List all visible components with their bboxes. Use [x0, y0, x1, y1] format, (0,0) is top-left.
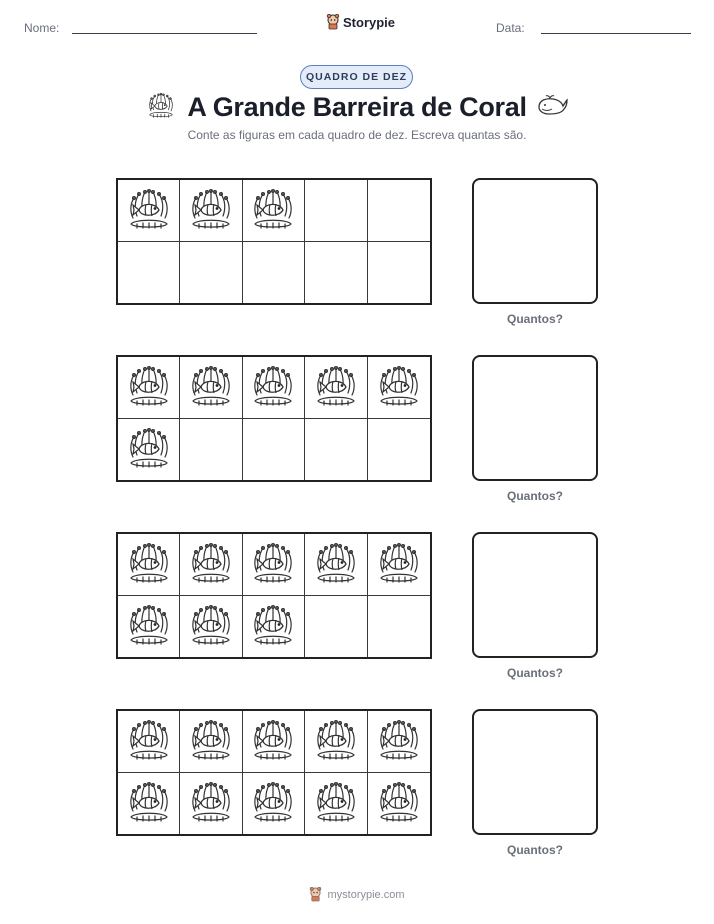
- ten-frame-cell: [243, 711, 305, 773]
- clownfish-anemone-icon: [249, 779, 297, 827]
- quantos-label-3: Quantos?: [507, 666, 563, 680]
- ten-frame-cell: [305, 419, 367, 481]
- ten-frame-cell: [368, 419, 430, 481]
- clownfish-anemone-icon: [125, 717, 173, 765]
- clownfish-anemone-icon: [375, 779, 423, 827]
- ten-frame-cell: [180, 242, 242, 304]
- clownfish-anemone-icon: [249, 186, 297, 234]
- ten-frame-cell: [243, 242, 305, 304]
- clownfish-anemone-icon: [125, 602, 173, 650]
- clownfish-anemone-icon: [187, 540, 235, 588]
- ten-frame-cell: [118, 419, 180, 481]
- ten-frame-cell: [118, 534, 180, 596]
- ten-frame-cell: [118, 773, 180, 835]
- clownfish-anemone-icon: [125, 363, 173, 411]
- ten-frame-cell: [368, 596, 430, 658]
- ten-frame-cell: [180, 711, 242, 773]
- clownfish-anemone-icon: [312, 540, 360, 588]
- ten-frame-cell: [305, 596, 367, 658]
- answer-box-3[interactable]: [472, 532, 598, 658]
- ten-frame-cell: [368, 534, 430, 596]
- clownfish-anemone-icon: [249, 602, 297, 650]
- ten-frame-3: [116, 532, 432, 659]
- clownfish-anemone-icon: [125, 779, 173, 827]
- ten-frame-cell: [305, 180, 367, 242]
- clownfish-anemone-icon: [125, 186, 173, 234]
- clownfish-anemone-icon: [312, 363, 360, 411]
- ten-frame-cell: [368, 357, 430, 419]
- date-label: Data:: [496, 21, 525, 35]
- ten-frame-cell: [118, 242, 180, 304]
- ten-frame-cell: [305, 357, 367, 419]
- ten-frame-cell: [368, 242, 430, 304]
- ten-frame-cell: [368, 711, 430, 773]
- ten-frame-1: [116, 178, 432, 305]
- ten-frame-cell: [118, 711, 180, 773]
- ten-frame-cell: [243, 180, 305, 242]
- storypie-mascot-icon: [326, 14, 340, 30]
- name-line[interactable]: [72, 33, 257, 34]
- clownfish-anemone-icon: [312, 717, 360, 765]
- clownfish-anemone-icon: [375, 540, 423, 588]
- quantos-label-2: Quantos?: [507, 489, 563, 503]
- ten-frame-cell: [180, 357, 242, 419]
- footer-url: mystorypie.com: [327, 888, 405, 901]
- ten-frame-cell: [368, 773, 430, 835]
- worksheet-type-badge: QUADRO DE DEZ: [300, 65, 413, 89]
- clownfish-anemone-icon: [187, 363, 235, 411]
- ten-frame-2: [116, 355, 432, 482]
- clownfish-anemone-icon: [375, 363, 423, 411]
- ten-frame-cell: [180, 596, 242, 658]
- clownfish-anemone-icon: [125, 425, 173, 473]
- ten-frame-4: [116, 709, 432, 836]
- brand-logo: [326, 14, 395, 30]
- clownfish-anemone-icon: [375, 717, 423, 765]
- clownfish-anemone-icon: [249, 717, 297, 765]
- date-line[interactable]: [541, 33, 691, 34]
- answer-box-4[interactable]: [472, 709, 598, 835]
- instructions: Conte as figuras em cada quadro de dez. Escreva quantas são.: [187, 128, 527, 142]
- footer: [0, 887, 714, 902]
- ten-frame-cell: [305, 534, 367, 596]
- ten-frame-cell: [305, 773, 367, 835]
- ten-frame-cell: [305, 711, 367, 773]
- storypie-mascot-icon: [309, 887, 322, 902]
- clownfish-anemone-icon: [187, 779, 235, 827]
- ten-frame-cell: [368, 180, 430, 242]
- clownfish-anemone-icon: [249, 363, 297, 411]
- ten-frame-cell: [180, 534, 242, 596]
- ten-frame-cell: [180, 419, 242, 481]
- quantos-label-4: Quantos?: [507, 843, 563, 857]
- ten-frame-cell: [180, 773, 242, 835]
- clownfish-anemone-icon: [249, 540, 297, 588]
- whale-icon: [536, 95, 568, 117]
- clownfish-anemone-icon: [187, 717, 235, 765]
- ten-frame-cell: [118, 357, 180, 419]
- brand-name: Storypie: [343, 14, 396, 30]
- clownfish-anemone-icon: [125, 540, 173, 588]
- clownfish-anemone-icon: [187, 602, 235, 650]
- ten-frame-cell: [118, 596, 180, 658]
- answer-box-1[interactable]: [472, 178, 598, 304]
- clownfish-anemone-icon: [312, 779, 360, 827]
- ten-frame-cell: [243, 596, 305, 658]
- ten-frame-cell: [118, 180, 180, 242]
- ten-frame-cell: [243, 773, 305, 835]
- quantos-label-1: Quantos?: [507, 312, 563, 326]
- answer-box-2[interactable]: [472, 355, 598, 481]
- ten-frame-cell: [180, 180, 242, 242]
- ten-frame-cell: [305, 242, 367, 304]
- ten-frame-cell: [243, 357, 305, 419]
- page-title: A Grande Barreira de Coral: [187, 92, 527, 122]
- name-label: Nome:: [24, 21, 60, 35]
- ten-frame-cell: [243, 419, 305, 481]
- clownfish-anemone-icon: [187, 186, 235, 234]
- ten-frame-cell: [243, 534, 305, 596]
